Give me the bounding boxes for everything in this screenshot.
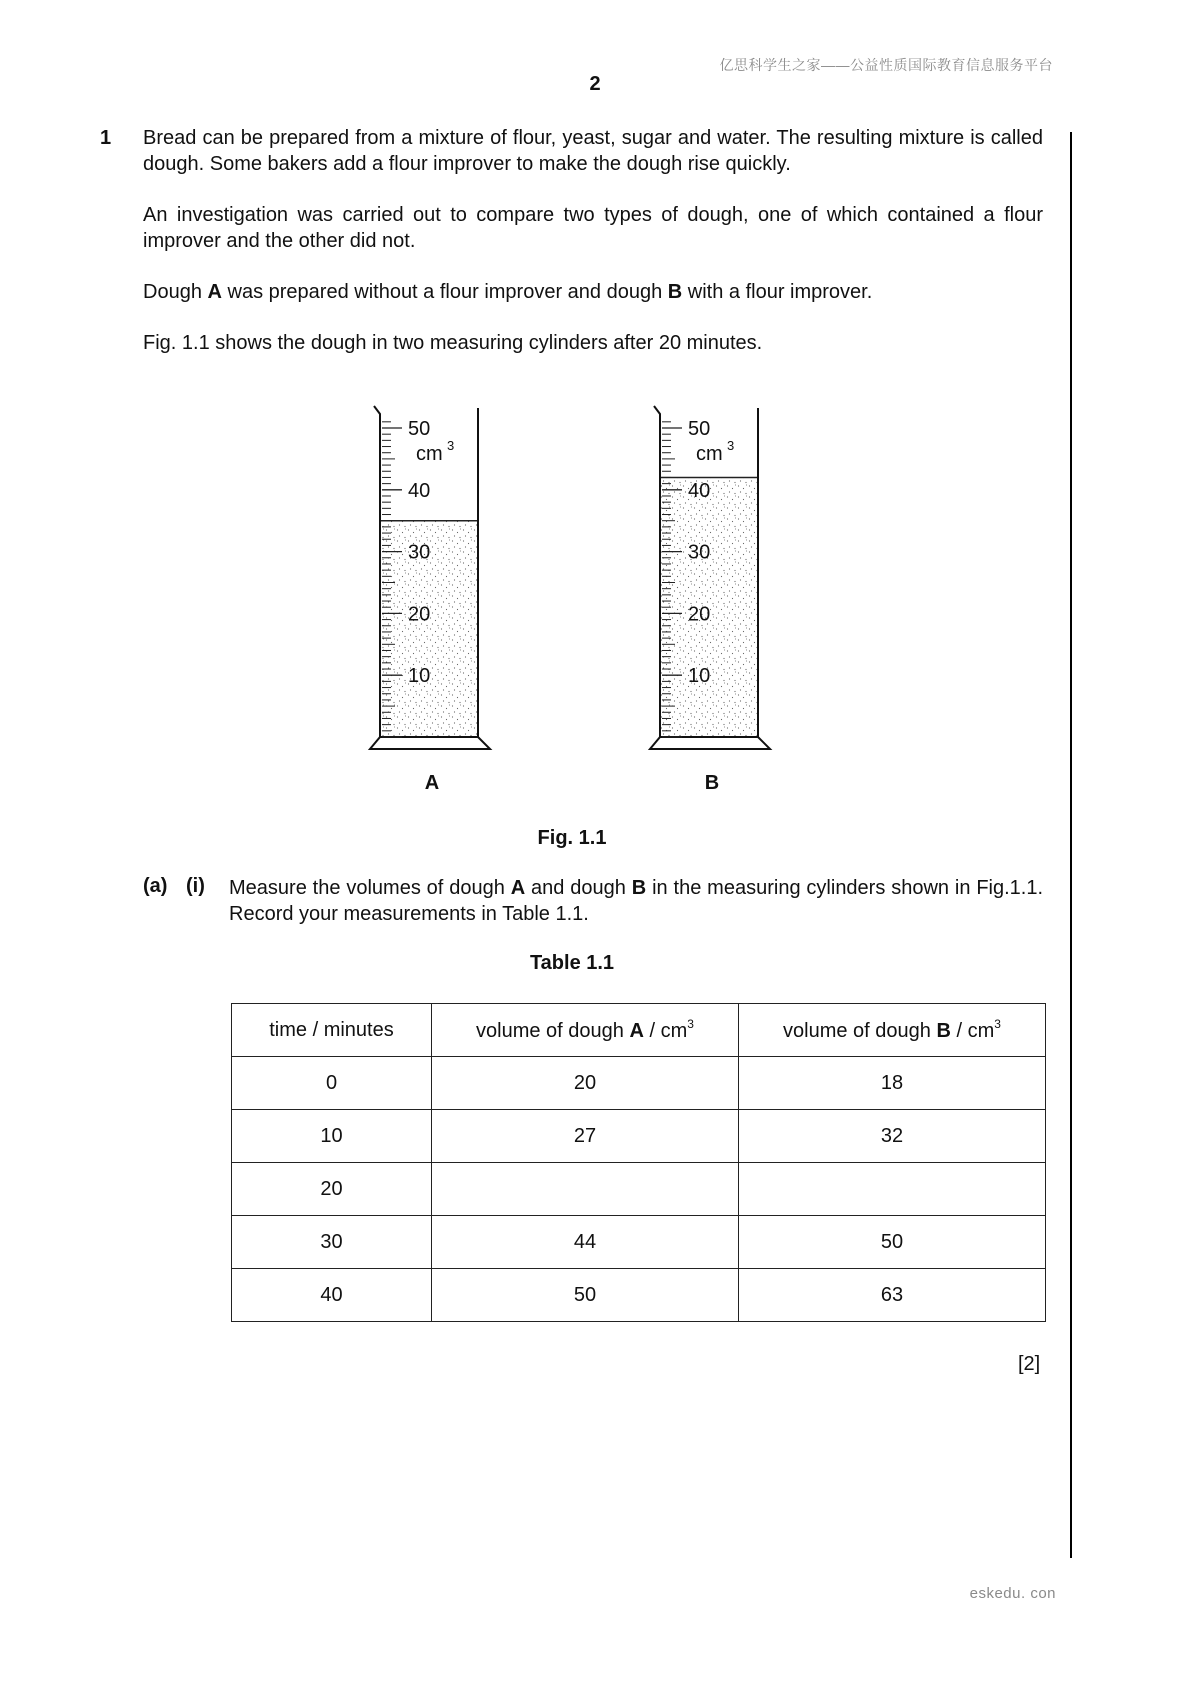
table-row — [232, 1110, 1046, 1163]
page-number: 2 — [589, 73, 601, 95]
watermark-text: 亿思科学生之家——公益性质国际教育信息服务平台 — [719, 57, 1053, 73]
table-row — [232, 1057, 1046, 1110]
scale-unit-cm: cm — [416, 443, 443, 465]
scale-label-30: 30 — [688, 541, 711, 564]
intro-paragraph-3: Dough A was prepared without a flour improver and dough B with a flour improver. — [143, 281, 873, 303]
scale-label-30: 30 — [408, 541, 431, 564]
scale-label-10: 10 — [688, 665, 711, 688]
volume-b-cell: 50 — [739, 1216, 1046, 1269]
time-cell: 10 — [232, 1110, 432, 1163]
time-cell: 20 — [232, 1163, 432, 1216]
header-time: time / minutes — [232, 1004, 432, 1057]
cylinder-a-label: A — [424, 772, 440, 794]
part-i-label: (i) — [186, 875, 205, 897]
scale-label-10: 10 — [408, 665, 431, 688]
volume-a-cell: 27 — [432, 1110, 739, 1163]
time-cell: 40 — [232, 1269, 432, 1322]
volume-b-cell: 63 — [739, 1269, 1046, 1322]
cylinder-left-wall — [374, 406, 380, 737]
cylinder-base — [650, 737, 770, 749]
table-row — [232, 1269, 1046, 1322]
header-volume-b: volume of dough B / $cm^3$ — [739, 1004, 1046, 1057]
figure-caption: Fig. 1.1 — [537, 827, 607, 849]
marks-allocation: [2] — [1018, 1353, 1041, 1375]
intro-paragraph-2: An investigation was carried out to compare two types of dough, one of which contained a flour improver and the other did not. — [143, 204, 1043, 252]
volume-b-cell: 32 — [739, 1110, 1046, 1163]
volume-a-cell: 20 — [432, 1057, 739, 1110]
cylinder-left-wall — [654, 406, 660, 737]
intro-paragraph-1: Bread can be prepared from a mixture of flour, yeast, sugar and water. The resulting mixture is called dough. Some bakers add a flour improver to make the dough rise quickly. — [143, 127, 1043, 175]
time-cell: 0 — [232, 1057, 432, 1110]
volume-b-cell: 18 — [739, 1057, 1046, 1110]
volume-b-answer-cell[interactable] — [739, 1163, 1046, 1216]
cylinder-a — [370, 406, 490, 749]
question-number: 1 — [100, 127, 112, 149]
scale-label-50: 50 — [408, 418, 431, 440]
results-table — [231, 1003, 1046, 1322]
footer-site-mark: eskedu. con — [969, 1585, 1056, 1602]
scale-label-20: 20 — [688, 603, 711, 626]
cylinder-b — [650, 406, 770, 749]
scale-label-40: 40 — [688, 479, 711, 502]
cylinder-base — [370, 737, 490, 749]
table-row — [232, 1216, 1046, 1269]
intro-paragraph-4: Fig. 1.1 shows the dough in two measuring cylinders after 20 minutes. — [143, 332, 763, 354]
volume-a-cell: 50 — [432, 1269, 739, 1322]
scale-unit-sup: 3 — [727, 438, 735, 453]
time-cell: 30 — [232, 1216, 432, 1269]
scale-unit-sup: 3 — [447, 438, 455, 453]
scale-label-40: 40 — [408, 479, 431, 502]
scale-unit-cm: cm — [696, 443, 723, 465]
header-volume-a: volume of dough A / $cm^3$ — [432, 1004, 739, 1057]
table-row — [232, 1163, 1046, 1216]
cylinder-b-label: B — [704, 772, 720, 794]
volume-a-answer-cell[interactable] — [432, 1163, 739, 1216]
table-title: Table 1.1 — [529, 952, 615, 974]
table-header-row — [232, 1004, 1046, 1057]
part-a-label: (a) — [143, 875, 168, 897]
scale-label-50: 50 — [688, 418, 711, 440]
part-a-instruction: Measure the volumes of dough A and dough B in the measuring cylinders shown in Fig.1.1. Record your measurements in Table 1.1. — [229, 877, 1044, 925]
scale-label-20: 20 — [408, 603, 431, 626]
volume-a-cell: 44 — [432, 1216, 739, 1269]
